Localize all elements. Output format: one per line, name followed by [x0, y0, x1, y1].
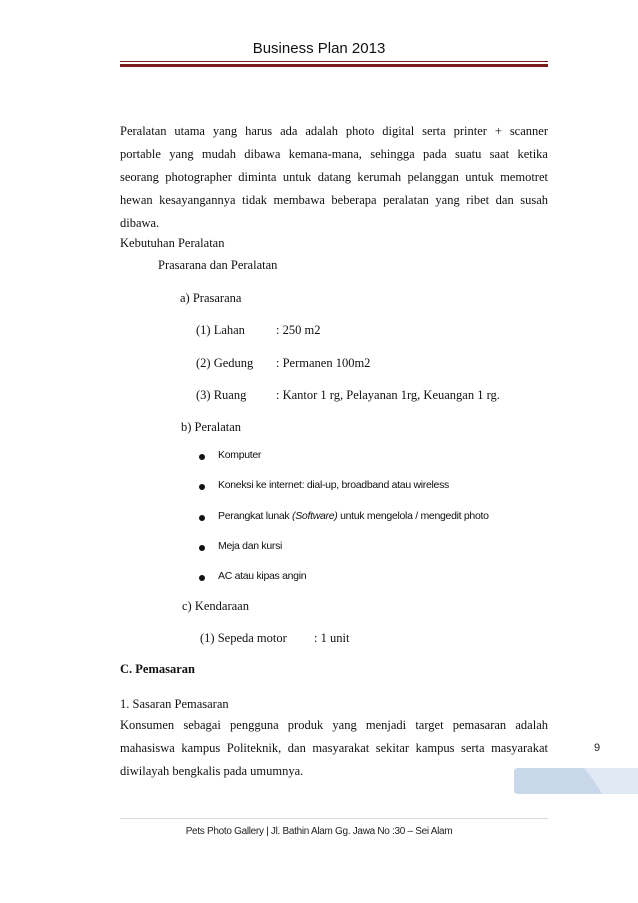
bullet-icon [199, 575, 205, 581]
footer-rule [120, 818, 548, 819]
pemasaran-line: Konsumen sebagai pengguna produk yang menjadi target pemasaran adalah [120, 718, 548, 732]
page-header-title: Business Plan 2013 [252, 40, 386, 57]
prasarana-item-value: : 250 m2 [276, 323, 321, 337]
kendaraan-label: c) Kendaraan [182, 599, 249, 613]
header-rule-thick [120, 64, 548, 67]
pemasaran-line: mahasiswa kampus Politeknik, dan masyarakat sekitar kampus serta masyarakat [120, 741, 548, 755]
pemasaran-line: diwilayah bengkalis pada umumnya. [120, 764, 304, 778]
intro-line: portable yang mudah dibawa kemana-mana, sehingga pada suatu saat ketika [120, 147, 548, 161]
prasarana-item-name: (3) Ruang [196, 388, 247, 402]
pemasaran-paragraph [120, 714, 548, 783]
peralatan-item: Meja dan kursi [218, 540, 283, 552]
intro-line: seorang photographer diminta untuk datang kerumah pelanggan untuk memotret [120, 170, 548, 184]
prasarana-item-name: (2) Gedung [196, 356, 254, 370]
section-heading-pemasaran: C. Pemasaran [120, 662, 195, 676]
kendaraan-item-value: : 1 unit [314, 631, 350, 645]
bullet-icon [199, 484, 205, 490]
section-title-kebutuhan: Kebutuhan Peralatan [120, 236, 225, 250]
intro-paragraph [120, 120, 548, 235]
prasarana-label: a) Prasarana [180, 291, 242, 305]
peralatan-item [218, 510, 489, 522]
prasarana-item-value: : Permanen 100m2 [276, 356, 371, 370]
intro-line: dibawa. [120, 216, 160, 230]
bullet-icon [199, 545, 205, 551]
peralatan-item-text: Perangkat lunak [218, 510, 293, 522]
kendaraan-item-name: (1) Sepeda motor [200, 631, 287, 645]
bullet-icon [199, 515, 205, 521]
page-tab-decoration [514, 768, 638, 794]
prasarana-item-value: : Kantor 1 rg, Pelayanan 1rg, Keuangan 1 rg. [276, 388, 500, 402]
page-number: 9 [594, 742, 601, 754]
peralatan-item-text: untuk mengelola / mengedit photo [337, 510, 489, 522]
intro-line: hewan kesayangannya tidak membawa beberapa peralatan yang ribet dan susah [120, 193, 548, 207]
footer-address: Pets Photo Gallery | Jl. Bathin Alam Gg. Jawa No :30 – Sei Alam [185, 826, 453, 837]
peralatan-item: Komputer [218, 449, 262, 461]
section-subtitle-prasarana-peralatan: Prasarana dan Peralatan [158, 258, 278, 272]
intro-line: Peralatan utama yang harus ada adalah photo digital serta printer + scanner [120, 124, 548, 138]
peralatan-item: AC atau kipas angin [218, 570, 307, 582]
bullet-icon [199, 454, 205, 460]
sub-heading-sasaran: 1. Sasaran Pemasaran [120, 697, 229, 711]
peralatan-label: b) Peralatan [181, 420, 242, 434]
header-rule-thin [120, 61, 548, 62]
prasarana-item-name: (1) Lahan [196, 323, 245, 337]
peralatan-item: Koneksi ke internet: dial-up, broadband atau wireless [218, 479, 449, 491]
peralatan-item-italic: (Software) [292, 510, 338, 522]
